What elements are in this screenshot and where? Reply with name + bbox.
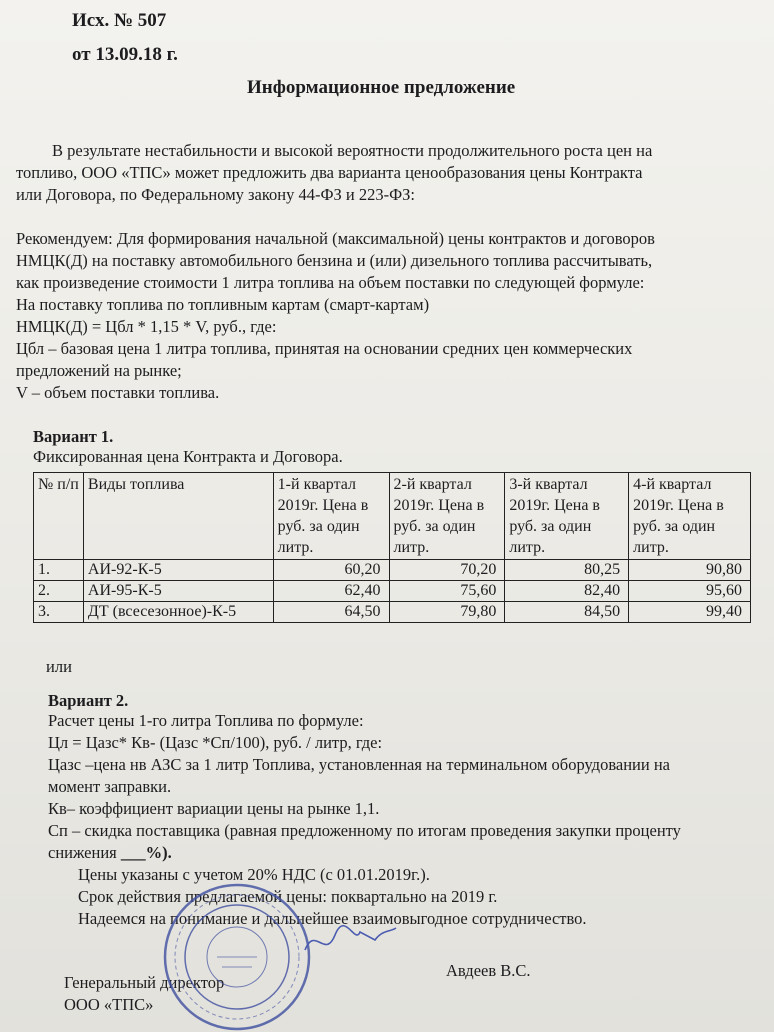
document-title: Информационное предложение [247, 77, 516, 98]
formula-nmck: НМЦК(Д) = Цбл * 1,15 * V, руб., где: [16, 317, 277, 336]
price-cell: 95,60 [629, 581, 751, 602]
table-row [34, 581, 751, 602]
price-cell: 79,80 [389, 602, 505, 623]
validity-note: Срок действия предлагаемой цены: поквартально на 2019 г. [78, 887, 498, 906]
signatory-name: Авдеев В.С. [446, 961, 531, 980]
handwritten-signature-icon [300, 920, 400, 960]
header-quarter-1: 1-й квартал 2019г. Цена в руб. за один литр. [273, 473, 389, 560]
price-cell: 64,50 [273, 602, 389, 623]
document-date: от 13.09.18 г. [72, 44, 178, 65]
table-header-row [34, 473, 751, 560]
row-number: 2. [34, 581, 84, 602]
variant-2-heading: Вариант 2. [48, 691, 129, 710]
price-cell: 84,50 [505, 602, 629, 623]
intro-line-3: или Договора, по Федеральному закону 44-ФЗ и 223-ФЗ: [16, 185, 415, 204]
company-seal-icon [162, 882, 312, 1032]
variant-2-line-5: Кв– коэффициент вариации цены на рынке 1,1. [48, 799, 380, 818]
intro-line-2: топливо, ООО «ТПС» может предложить два варианта ценообразования цены Контракта [16, 163, 643, 182]
table-row [34, 602, 751, 623]
recommend-line-2: НМЦК(Д) на поставку автомобильного бензина и (или) дизельного топлива рассчитывать, [16, 251, 653, 270]
variant-1-heading: Вариант 1. [33, 427, 114, 446]
signatory-organization: ООО «ТПС» [64, 995, 154, 1014]
fuel-name: АИ-92-К-5 [83, 560, 273, 581]
price-cell: 62,40 [273, 581, 389, 602]
signatory-position: Генеральный директор [64, 973, 225, 992]
variant-2-line-4: момент заправки. [48, 777, 172, 796]
fuel-name: АИ-95-К-5 [83, 581, 273, 602]
price-cell: 99,40 [629, 602, 751, 623]
price-cell: 82,40 [505, 581, 629, 602]
or-separator: или [46, 657, 72, 676]
header-number: № п/п [34, 473, 84, 560]
recommend-line-1: Рекомендуем: Для формирования начальной (максимальной) цены контрактов и договоров [16, 229, 655, 248]
price-cell: 75,60 [389, 581, 505, 602]
definition-cbl-2: предложений на рынке; [16, 361, 182, 380]
price-table [33, 472, 751, 623]
variant-2-line-7: снижения ___%). [48, 843, 172, 862]
variant-1-subtitle: Фиксированная цена Контракта и Договора. [33, 447, 343, 466]
header-quarter-2: 2-й квартал 2019г. Цена в руб. за один литр. [389, 473, 505, 560]
header-fuel-type: Виды топлива [83, 473, 273, 560]
definition-v: V – объем поставки топлива. [16, 383, 220, 402]
price-cell: 70,20 [389, 560, 505, 581]
price-cell: 80,25 [505, 560, 629, 581]
variant-2-line-6: Сп – скидка поставщика (равная предложенному по итогам проведения закупки проценту [48, 821, 681, 840]
definition-cbl-1: Цбл – базовая цена 1 литра топлива, принятая на основании средних цен коммерческих [16, 339, 633, 358]
variant-2-line-1: Расчет цены 1-го литра Топлива по формуле: [48, 711, 364, 730]
row-number: 1. [34, 560, 84, 581]
row-number: 3. [34, 602, 84, 623]
fuel-name: ДТ (всесезонное)-К-5 [83, 602, 273, 623]
outgoing-number: Исх. № 507 [72, 10, 167, 31]
price-cell: 60,20 [273, 560, 389, 581]
intro-line-1: В результате нестабильности и высокой вероятности продолжительного роста цен на [52, 141, 653, 160]
recommend-line-4: На поставку топлива по топливным картам (смарт-картам) [16, 295, 430, 314]
vat-note: Цены указаны с учетом 20% НДС (с 01.01.2019г.). [78, 865, 430, 884]
recommend-line-3: как произведение стоимости 1 литра топлива на объем поставки по следующей формуле: [16, 273, 645, 292]
header-quarter-3: 3-й квартал 2019г. Цена в руб. за один литр. [505, 473, 629, 560]
price-cell: 90,80 [629, 560, 751, 581]
variant-2-line-3: Цазс –цена нв АЗС за 1 литр Топлива, установленная на терминальном оборудовании на [48, 755, 670, 774]
table-row [34, 560, 751, 581]
variant-2-formula: Цл = Цазс* Кв- (Цазс *Сп/100), руб. / литр, где: [48, 733, 383, 752]
header-quarter-4: 4-й квартал 2019г. Цена в руб. за один литр. [629, 473, 751, 560]
closing-note: Надеемся на понимание и дальнейшее взаимовыгодное сотрудничество. [78, 909, 587, 928]
